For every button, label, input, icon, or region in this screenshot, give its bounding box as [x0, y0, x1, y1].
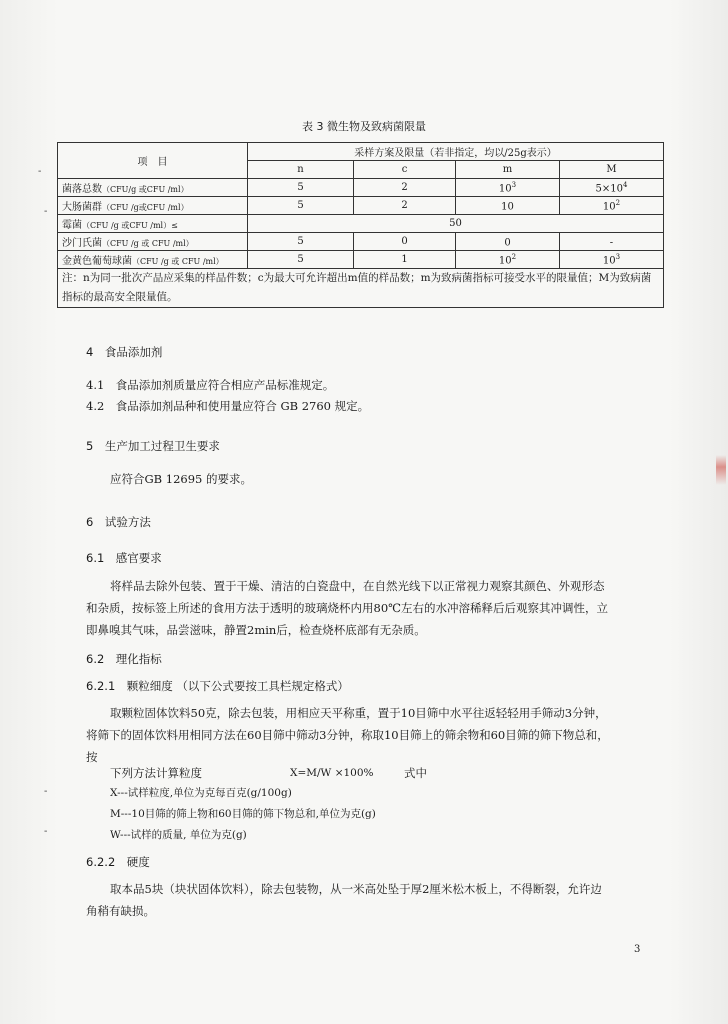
header-m-lower: m — [456, 161, 560, 179]
section-6-1-line3: 即鼻嗅其气味，品尝滋味，静置2min后，检查烧杯底部有无杂质。 — [86, 623, 426, 637]
header-plan: 采样方案及限量（若非指定，均以/25g表示） — [248, 143, 664, 161]
section-4-2: 4.2 食品添加剂品种和使用量应符合 GB 2760 规定。 — [86, 399, 370, 413]
cell-M: $10^3$ — [560, 251, 664, 269]
section-4-1: 4.1 食品添加剂质量应符合相应产品标准规定。 — [86, 378, 335, 392]
cell-c: 2 — [354, 197, 456, 215]
table-row — [58, 215, 664, 233]
cell-m: $10^2$ — [456, 251, 560, 269]
scan-artifact — [716, 455, 726, 485]
section-6-2-1-title: 6.2.1 颗粒细度 （以下公式要按工具栏规定格式） — [86, 679, 349, 693]
header-c: c — [354, 161, 456, 179]
margin-mark: - — [44, 206, 48, 217]
table-row — [58, 233, 664, 251]
cell-m: 0 — [456, 233, 560, 251]
margin-mark: - — [38, 166, 42, 177]
section-6-2-2-title: 6.2.2 硬度 — [86, 855, 150, 869]
cell-M: - — [560, 233, 664, 251]
table-note-row — [58, 269, 664, 308]
cell-m: 10 — [456, 197, 560, 215]
cell-c: 0 — [354, 233, 456, 251]
cell-n: 5 — [248, 251, 354, 269]
cell-n: 5 — [248, 197, 354, 215]
section-5-title: 5 生产加工过程卫生要求 — [86, 439, 220, 453]
definition-m: M---10目筛的筛上物和60目筛的筛下物总和,单位为克(g) — [110, 808, 376, 820]
section-6-1-line2: 和杂质，按标签上所述的食用方法于透明的玻璃烧杯内用80℃左右的水冲溶稀释后后观察其冲调性，立 — [86, 601, 608, 615]
cell-M: $10^2$ — [560, 197, 664, 215]
table-header-row — [58, 143, 664, 161]
definition-x: X---试样粒度,单位为克每百克(g/100g) — [110, 787, 292, 799]
section-6-2-1-line2: 将筛下的固体饮料用相同方法在60目筛中筛动3分钟，称取10目筛上的筛余物和60目筛的筛下物总和， — [86, 728, 609, 742]
table-row — [58, 179, 664, 197]
formula: X=M/W ×100% — [290, 767, 374, 779]
page-number: 3 — [634, 944, 641, 955]
section-6-2-title: 6.2 理化指标 — [86, 652, 162, 666]
section-5-text: 应符合GB 12695 的要求。 — [110, 472, 253, 486]
row-item: 霉菌（CFU /g 或CFU /ml）≤ — [58, 215, 248, 233]
table-title: 表 3 微生物及致病菌限量 — [302, 120, 426, 133]
header-n: n — [248, 161, 354, 179]
row-item: 大肠菌群（CFU /g或CFU /ml） — [58, 197, 248, 215]
section-6-2-1-line3: 按 — [86, 750, 98, 764]
cell-c: 2 — [354, 179, 456, 197]
cell-m: $10^3$ — [456, 179, 560, 197]
section-6-2-1-line1: 取颗粒固体饮料50克，除去包装，用相应天平称重，置于10目筛中水平往返轻轻用手筛动3分钟， — [110, 706, 607, 720]
table-row — [58, 251, 664, 269]
row-item: 金黄色葡萄球菌（CFU /g 或 CFU /ml） — [58, 251, 248, 269]
cell-c: 1 — [354, 251, 456, 269]
section-6-title: 6 试验方法 — [86, 515, 151, 529]
cell-merged: 50 — [248, 215, 664, 233]
section-6-2-2-line2: 角稍有缺损。 — [86, 904, 155, 918]
table-row — [58, 197, 664, 215]
header-item: 项 目 — [58, 143, 248, 179]
cell-n: 5 — [248, 179, 354, 197]
section-4-title: 4 食品添加剂 — [86, 345, 163, 359]
header-m-upper: M — [560, 161, 664, 179]
formula-tail: 式中 — [404, 766, 427, 780]
section-6-1-line1: 将样品去除外包装、置于干燥、清洁的白瓷盘中，在自然光线下以正常视力观察其颜色、外观形态 — [110, 579, 605, 593]
cell-M: $5\times 10^4$ — [560, 179, 664, 197]
table-note: 注：n为同一批次产品应采集的样品件数；c为最大可允许超出m值的样品数；m为致病菌指标可接受水平的限量值；M为致病菌指标的最高安全限量值。 — [58, 269, 664, 308]
section-6-1-title: 6.1 感官要求 — [86, 551, 162, 565]
margin-mark: - — [44, 786, 48, 797]
formula-lead: 下列方法计算粒度 — [110, 766, 202, 780]
cell-n: 5 — [248, 233, 354, 251]
margin-mark: - — [44, 826, 48, 837]
section-6-2-2-line1: 取本品5块（块状固体饮料），除去包装物，从一米高处坠于厚2厘米松木板上，不得断裂，允许边 — [110, 882, 602, 896]
definition-w: W---试样的质量, 单位为克(g) — [110, 829, 247, 841]
row-item: 沙门氏菌（CFU /g 或 CFU /ml） — [58, 233, 248, 251]
microbe-limit-table — [57, 142, 664, 308]
row-item: 菌落总数（CFU/g 或CFU /ml） — [58, 179, 248, 197]
